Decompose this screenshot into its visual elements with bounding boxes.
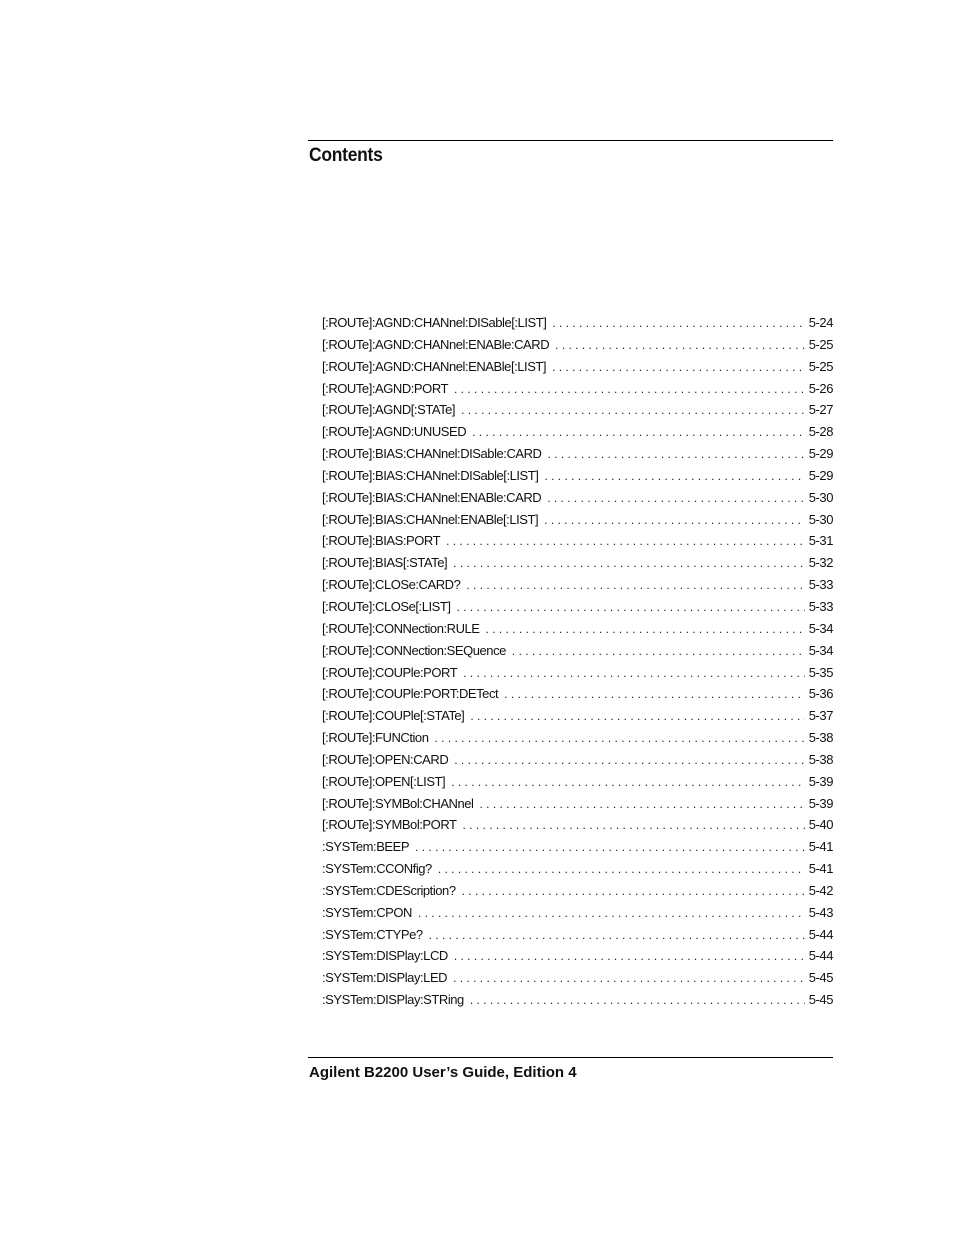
toc-entry[interactable] [322, 312, 833, 334]
dot-leader [454, 379, 805, 401]
toc-entry[interactable] [322, 793, 833, 815]
toc-entry-page-number: 5-32 [808, 555, 833, 571]
toc-entry-page-number: 5-39 [808, 773, 833, 789]
toc-entry-label: [:ROUTe]:OPEN[:LIST] [322, 773, 446, 789]
toc-entry-page-number: 5-28 [808, 424, 833, 440]
toc-entry[interactable] [322, 378, 833, 400]
toc-entry-page-number: 5-43 [808, 904, 833, 920]
toc-entry[interactable] [322, 902, 833, 924]
dot-leader [547, 488, 805, 510]
toc-entry[interactable] [322, 705, 833, 727]
dot-leader [463, 815, 805, 837]
toc-entry-page-number: 5-38 [808, 730, 833, 746]
toc-entry-page-number: 5-31 [808, 533, 833, 549]
toc-entry-label: [:ROUTe]:CLOSe[:LIST] [322, 598, 451, 614]
toc-entry-page-number: 5-40 [808, 817, 833, 833]
dot-leader [552, 313, 804, 335]
toc-entry[interactable] [322, 552, 833, 574]
toc-entry[interactable] [322, 749, 833, 771]
dot-leader [548, 444, 805, 466]
dot-leader [438, 859, 805, 881]
dot-leader [555, 335, 805, 357]
toc-entry[interactable] [322, 596, 833, 618]
toc-entry[interactable] [322, 487, 833, 509]
toc-entry[interactable] [322, 814, 833, 836]
toc-entry-page-number: 5-25 [808, 358, 833, 374]
toc-entry[interactable] [322, 399, 833, 421]
toc-entry[interactable] [322, 356, 833, 378]
toc-entry-page-number: 5-41 [808, 861, 833, 877]
dot-leader [418, 903, 805, 925]
toc-entry-label: :SYSTem:DISPlay:LCD [322, 948, 448, 964]
toc-entry[interactable] [322, 858, 833, 880]
dot-leader [504, 684, 805, 706]
toc-entry[interactable] [322, 880, 833, 902]
toc-entry-label: [:ROUTe]:FUNCtion [322, 730, 429, 746]
toc-entry[interactable] [322, 989, 833, 1011]
toc-entry-label: [:ROUTe]:AGND:PORT [322, 380, 449, 396]
toc-entry-label: [:ROUTe]:BIAS:CHANnel:DISable[:LIST] [322, 467, 539, 483]
toc-entry-page-number: 5-24 [808, 315, 833, 330]
dot-leader [453, 553, 805, 575]
dot-leader [472, 422, 805, 444]
toc-entry[interactable] [322, 334, 833, 356]
toc-entry-page-number: 5-39 [808, 795, 833, 811]
toc-entry-label: [:ROUTe]:BIAS:CHANnel:ENABle:CARD [322, 489, 542, 505]
toc-entry[interactable] [322, 421, 833, 443]
toc-entry-page-number: 5-37 [808, 708, 833, 724]
toc-entry-label: [:ROUTe]:BIAS[:STATe] [322, 555, 448, 571]
toc-entry-page-number: 5-30 [808, 511, 833, 527]
dot-leader [552, 357, 805, 379]
toc-entry[interactable] [322, 574, 833, 596]
toc-entry-label: [:ROUTe]:AGND[:STATe] [322, 402, 456, 418]
toc-entry-label: :SYSTem:CPON [322, 904, 412, 920]
dot-leader [429, 925, 805, 947]
toc-entry-label: [:ROUTe]:CLOSe:CARD? [322, 577, 461, 593]
toc-entry-page-number: 5-34 [808, 620, 833, 636]
toc-entry-page-number: 5-44 [808, 926, 833, 942]
dot-leader [461, 400, 805, 422]
toc-entry-label: :SYSTem:DISPlay:LED [322, 970, 448, 986]
toc-entry-page-number: 5-27 [808, 402, 833, 418]
toc-entry-label: [:ROUTe]:SYMBol:CHANnel [322, 795, 474, 811]
toc-entry[interactable] [322, 509, 833, 531]
toc-entry-label: :SYSTem:CDEScription? [322, 882, 456, 898]
dot-leader [462, 881, 805, 903]
toc-entry-page-number: 5-44 [808, 948, 833, 964]
toc-entry[interactable] [322, 618, 833, 640]
toc-entry-label: :SYSTem:CCONfig? [322, 861, 432, 877]
table-of-contents [322, 312, 833, 1011]
dot-leader [454, 946, 805, 968]
dot-leader [466, 575, 804, 597]
toc-entry[interactable] [322, 836, 833, 858]
toc-entry-label: [:ROUTe]:AGND:CHANnel:ENABle:CARD [322, 336, 550, 352]
toc-entry-label: [:ROUTe]:BIAS:CHANnel:ENABle[:LIST] [322, 511, 539, 527]
header-rule [308, 140, 833, 141]
dot-leader [454, 750, 805, 772]
toc-entry-page-number: 5-33 [808, 577, 833, 593]
toc-entry-label: [:ROUTe]:COUPle:PORT:DETect [322, 686, 499, 702]
dot-leader [479, 794, 804, 816]
toc-entry-page-number: 5-33 [808, 598, 833, 614]
toc-entry[interactable] [322, 443, 833, 465]
dot-leader [446, 531, 805, 553]
toc-entry[interactable] [322, 924, 833, 946]
toc-entry[interactable] [322, 683, 833, 705]
toc-entry[interactable] [322, 727, 833, 749]
toc-entry-label: :SYSTem:DISPlay:STRing [322, 992, 464, 1008]
toc-entry-page-number: 5-25 [808, 336, 833, 352]
dot-leader [415, 837, 805, 859]
dot-leader [434, 728, 804, 750]
dot-leader [512, 641, 805, 663]
toc-entry[interactable] [322, 771, 833, 793]
toc-entry[interactable] [322, 530, 833, 552]
dot-leader [457, 597, 805, 619]
toc-entry-label: :SYSTem:BEEP [322, 839, 410, 855]
toc-entry[interactable] [322, 662, 833, 684]
toc-entry-label: [:ROUTe]:AGND:UNUSED [322, 424, 467, 440]
toc-entry[interactable] [322, 945, 833, 967]
footer-rule [308, 1057, 833, 1058]
dot-leader [544, 510, 805, 532]
toc-entry-label: [:ROUTe]:CONNection:SEQuence [322, 642, 506, 658]
toc-entry-label: [:ROUTe]:COUPle[:STATe] [322, 708, 465, 724]
toc-entry-label: [:ROUTe]:SYMBol:PORT [322, 817, 457, 833]
toc-entry-page-number: 5-29 [808, 467, 833, 483]
toc-entry[interactable] [322, 967, 833, 989]
dot-leader [463, 663, 805, 685]
toc-entry-label: [:ROUTe]:BIAS:PORT [322, 533, 441, 549]
page-title: Contents [309, 145, 383, 166]
toc-entry-label: [:ROUTe]:AGND:CHANnel:ENABle[:LIST] [322, 358, 547, 374]
dot-leader [453, 968, 805, 990]
dot-leader [451, 772, 805, 794]
toc-entry-label: :SYSTem:CTYPe? [322, 926, 423, 942]
toc-entry-page-number: 5-45 [808, 992, 833, 1008]
toc-entry-page-number: 5-35 [808, 664, 833, 680]
dot-leader [486, 619, 805, 641]
toc-entry-label: [:ROUTe]:COUPle:PORT [322, 664, 458, 680]
toc-entry[interactable] [322, 465, 833, 487]
toc-entry-label: [:ROUTe]:OPEN:CARD [322, 751, 449, 767]
dot-leader [544, 466, 804, 488]
dot-leader [470, 706, 804, 728]
toc-entry-label: [:ROUTe]:BIAS:CHANnel:DISable:CARD [322, 446, 542, 462]
toc-entry-page-number: 5-30 [808, 489, 833, 505]
toc-entry-page-number: 5-38 [808, 751, 833, 767]
toc-entry-page-number: 5-42 [808, 882, 833, 898]
toc-entry-label: [:ROUTe]:AGND:CHANnel:DISable[:LIST] [322, 315, 547, 330]
toc-entry-page-number: 5-45 [808, 970, 833, 986]
dot-leader [470, 990, 805, 1012]
toc-entry-page-number: 5-41 [808, 839, 833, 855]
toc-entry-label: [:ROUTe]:CONNection:RULE [322, 620, 480, 636]
toc-entry-page-number: 5-26 [808, 380, 833, 396]
toc-entry[interactable] [322, 640, 833, 662]
toc-entry-page-number: 5-34 [808, 642, 833, 658]
toc-entry-page-number: 5-36 [808, 686, 833, 702]
toc-entry-page-number: 5-29 [808, 446, 833, 462]
footer-text: Agilent B2200 User’s Guide, Edition 4 [309, 1064, 577, 1081]
